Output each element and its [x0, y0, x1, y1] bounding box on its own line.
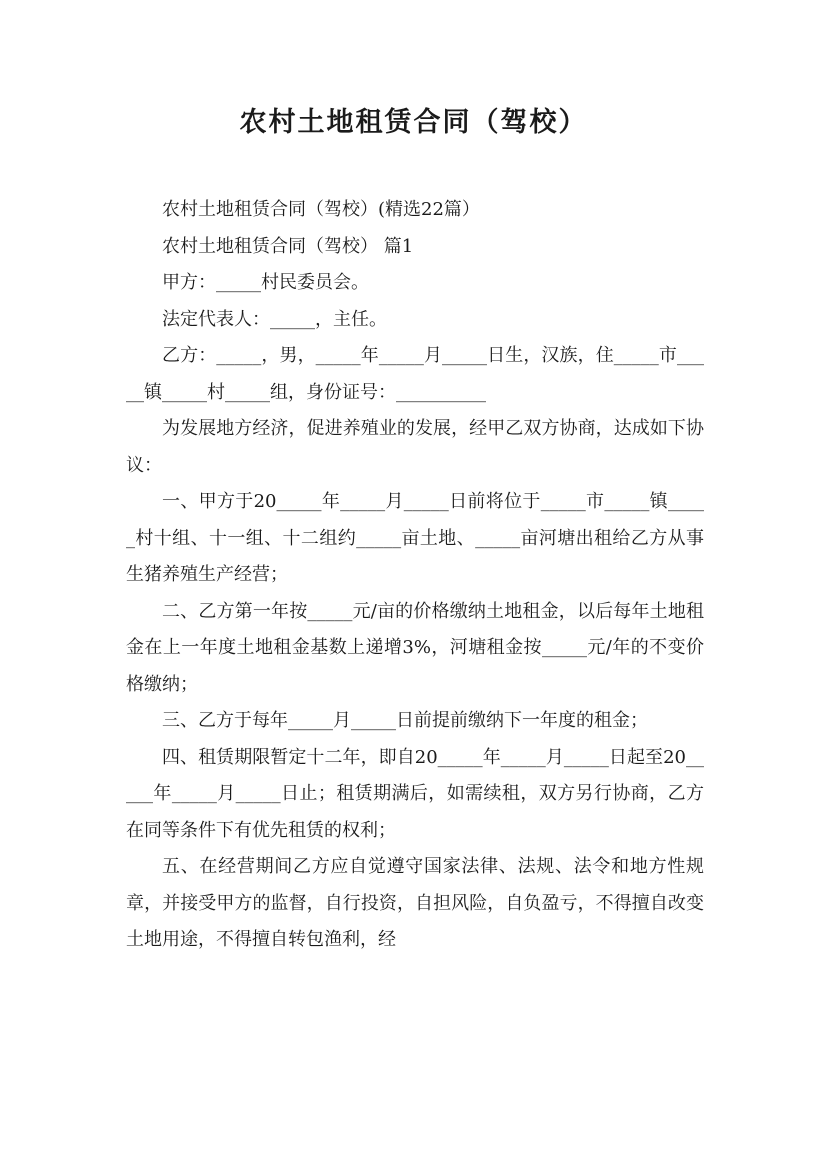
paragraph-subtitle: 农村土地租赁合同（驾校）(精选22篇）: [162, 199, 480, 220]
paragraph-clause-1: 一、甲方于20_____年_____月_____日前将位于_____市_____镇_____村十组、十一组、十二组约_____亩土地、_____亩河塘出租给乙方从事生猪养殖生产经营；: [126, 491, 704, 585]
paragraph-clause-4: 四、租赁期限暂定十二年，即自20_____年_____月_____日起至20_____年_____月_____日止；租赁期满后，如需续租，双方另行协商，乙方在同等条件下有优先租赁的权利；: [126, 746, 704, 841]
paragraph-legal-representative: 法定代表人：_____，主任。: [162, 308, 387, 330]
paragraph-clause-5: 五、在经营期间乙方应自觉遵守国家法律、法规、法令和地方性规章，并接受甲方的监督，自行投资，自担风险，自负盈亏，不得擅自改变土地用途，不得擅自转包渔利，经: [126, 856, 704, 950]
document-title: 农村土地租赁合同（驾校）: [239, 107, 588, 138]
paragraph-clause-3: 三、乙方于每年_____月_____日前提前缴纳下一年度的租金；: [162, 710, 648, 731]
paragraph-preamble: 为发展地方经济，促进养殖业的发展，经甲乙双方协商，达成如下协议：: [126, 418, 704, 476]
paragraph-clause-2: 二、乙方第一年按_____元/亩的价格缴纳土地租金，以后每年土地租金在上一年度土地租金基数上递增3%，河塘租金按_____元/年的不变价格缴纳；: [126, 600, 704, 695]
paragraph-section-heading: 农村土地租赁合同（驾校） 篇1: [162, 235, 414, 257]
document-body: [126, 192, 704, 959]
paragraph-party-a: 甲方：_____村民委员会。: [162, 272, 369, 293]
paragraph-party-b: 乙方：_____，男，_____年_____月_____日生，汉族，住_____市_____镇_____村_____组，身份证号：__________: [126, 345, 704, 403]
